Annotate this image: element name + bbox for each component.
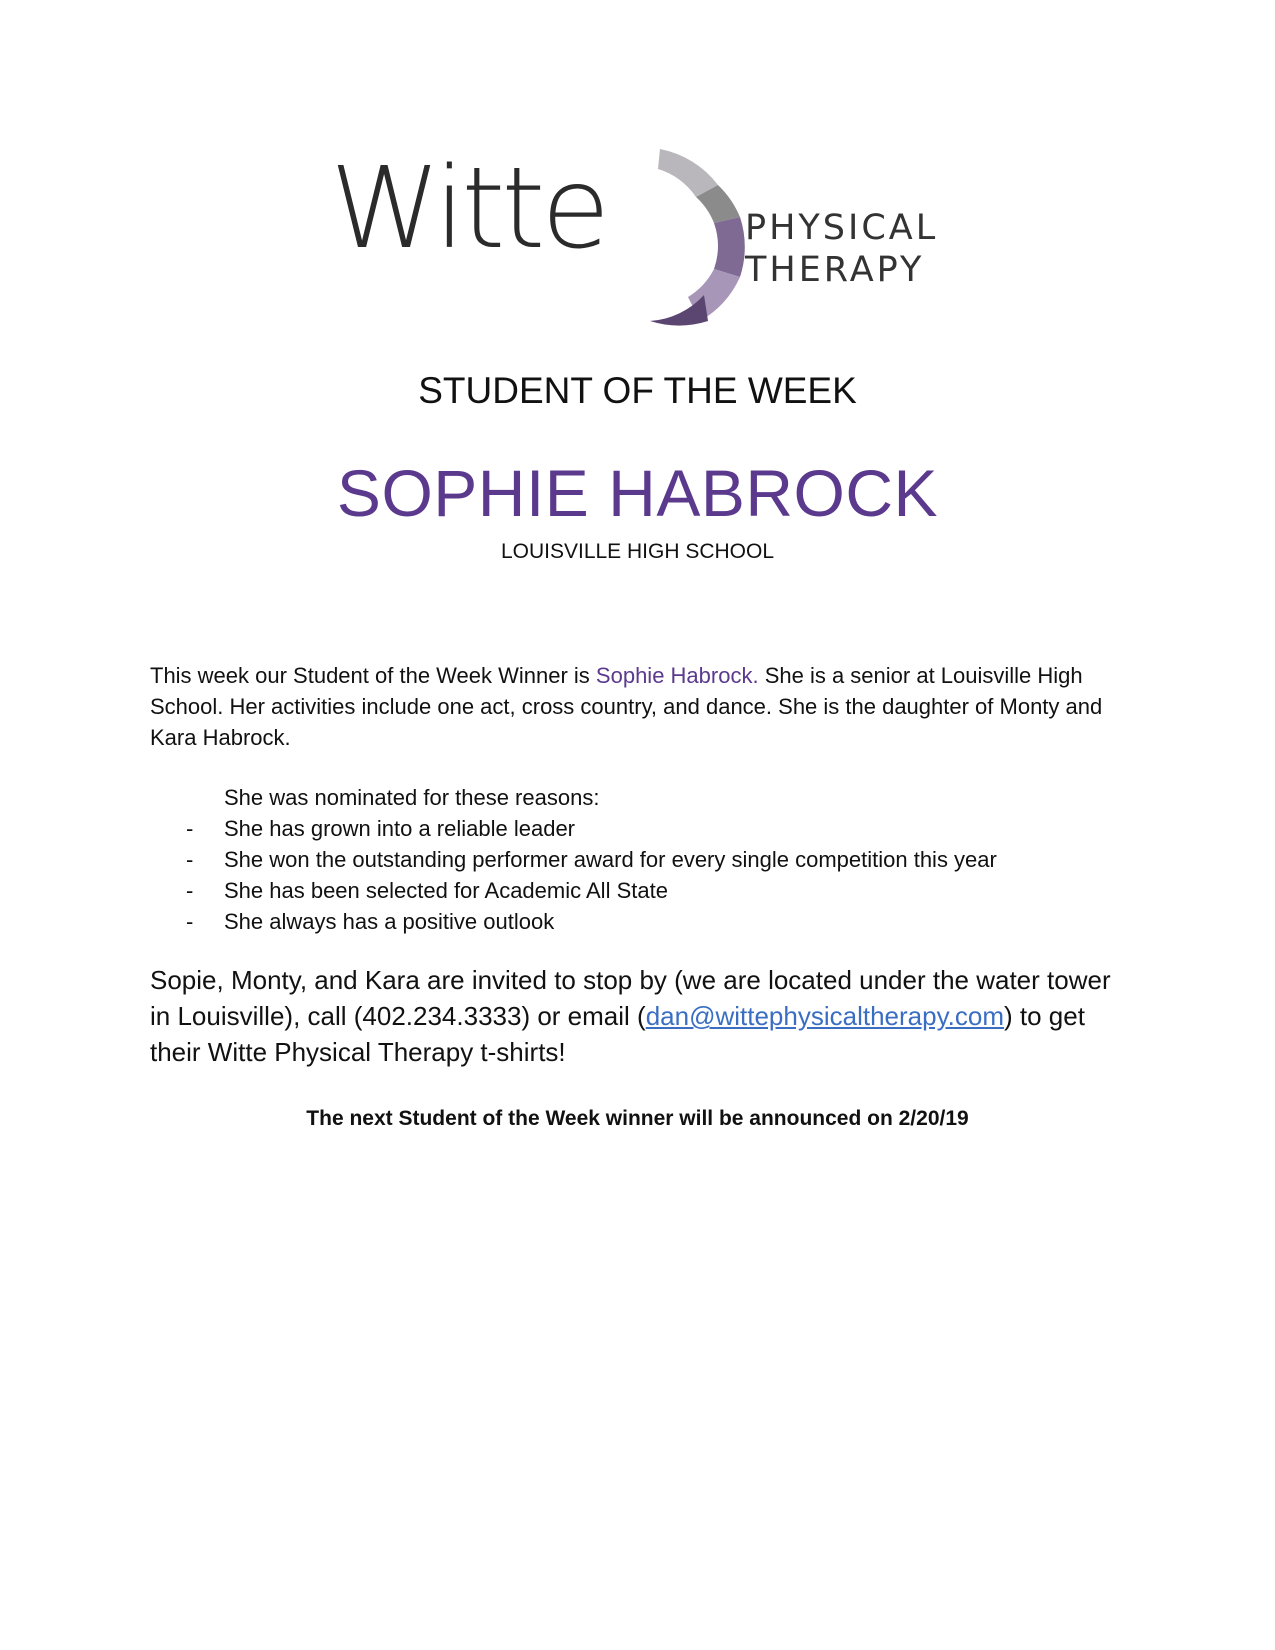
logo-arc-top [658, 149, 718, 197]
list-dash: - [186, 878, 194, 903]
page-title: STUDENT OF THE WEEK [418, 370, 857, 411]
intro-prefix: This week our Student of the Week Winner is [150, 663, 596, 688]
reason-text: She won the outstanding performer award for every single competition this year [224, 847, 997, 872]
intro-student-name: Sophie Habrock. [595, 663, 759, 688]
student-name: SOPHIE HABROCK [336, 456, 939, 530]
invite-before: Sopie, Monty, and Kara are invited to stop by (we are located under the water tower in Louisville), call (402.234.3333) or email ( [150, 965, 1111, 1031]
next-announcement: The next Student of the Week winner will be announced on 2/20/19 [306, 1107, 969, 1130]
reason-text: She has grown into a reliable leader [224, 816, 576, 841]
reason-text: She always has a positive outlook [224, 909, 555, 934]
logo-wordmark: Witte [330, 144, 607, 274]
invite-paragraph [150, 962, 1125, 1070]
list-dash: - [186, 816, 194, 841]
list-item [186, 906, 997, 937]
invite-after: ) to get their Witte Physical Therapy t-shirts! [150, 1001, 1085, 1067]
list-dash: - [186, 847, 194, 872]
list-item [186, 813, 997, 844]
intro-paragraph [150, 660, 1125, 753]
logo-arc-mid [714, 217, 745, 277]
school-name: LOUISVILLE HIGH SCHOOL [500, 540, 775, 563]
logo-line-physical: PHYSICAL [745, 208, 939, 248]
email-link[interactable]: dan@wittephysicaltherapy.com [645, 1001, 1005, 1031]
reason-text: She has been selected for Academic All State [224, 878, 668, 903]
reasons-section [186, 782, 1035, 937]
reasons-lead: She was nominated for these reasons: [224, 785, 600, 810]
witte-logo [330, 145, 950, 345]
list-item [186, 844, 997, 875]
logo-line-therapy: THERAPY [745, 250, 925, 290]
intro-rest: She is a senior at Louisville High School. Her activities include one act, cross country, and dance. She is the daughter of Monty and Kara Habrock. [150, 663, 1103, 750]
logo-subtitle [745, 207, 938, 291]
reasons-list [186, 813, 1035, 937]
list-dash: - [186, 909, 194, 934]
list-item [186, 875, 997, 906]
